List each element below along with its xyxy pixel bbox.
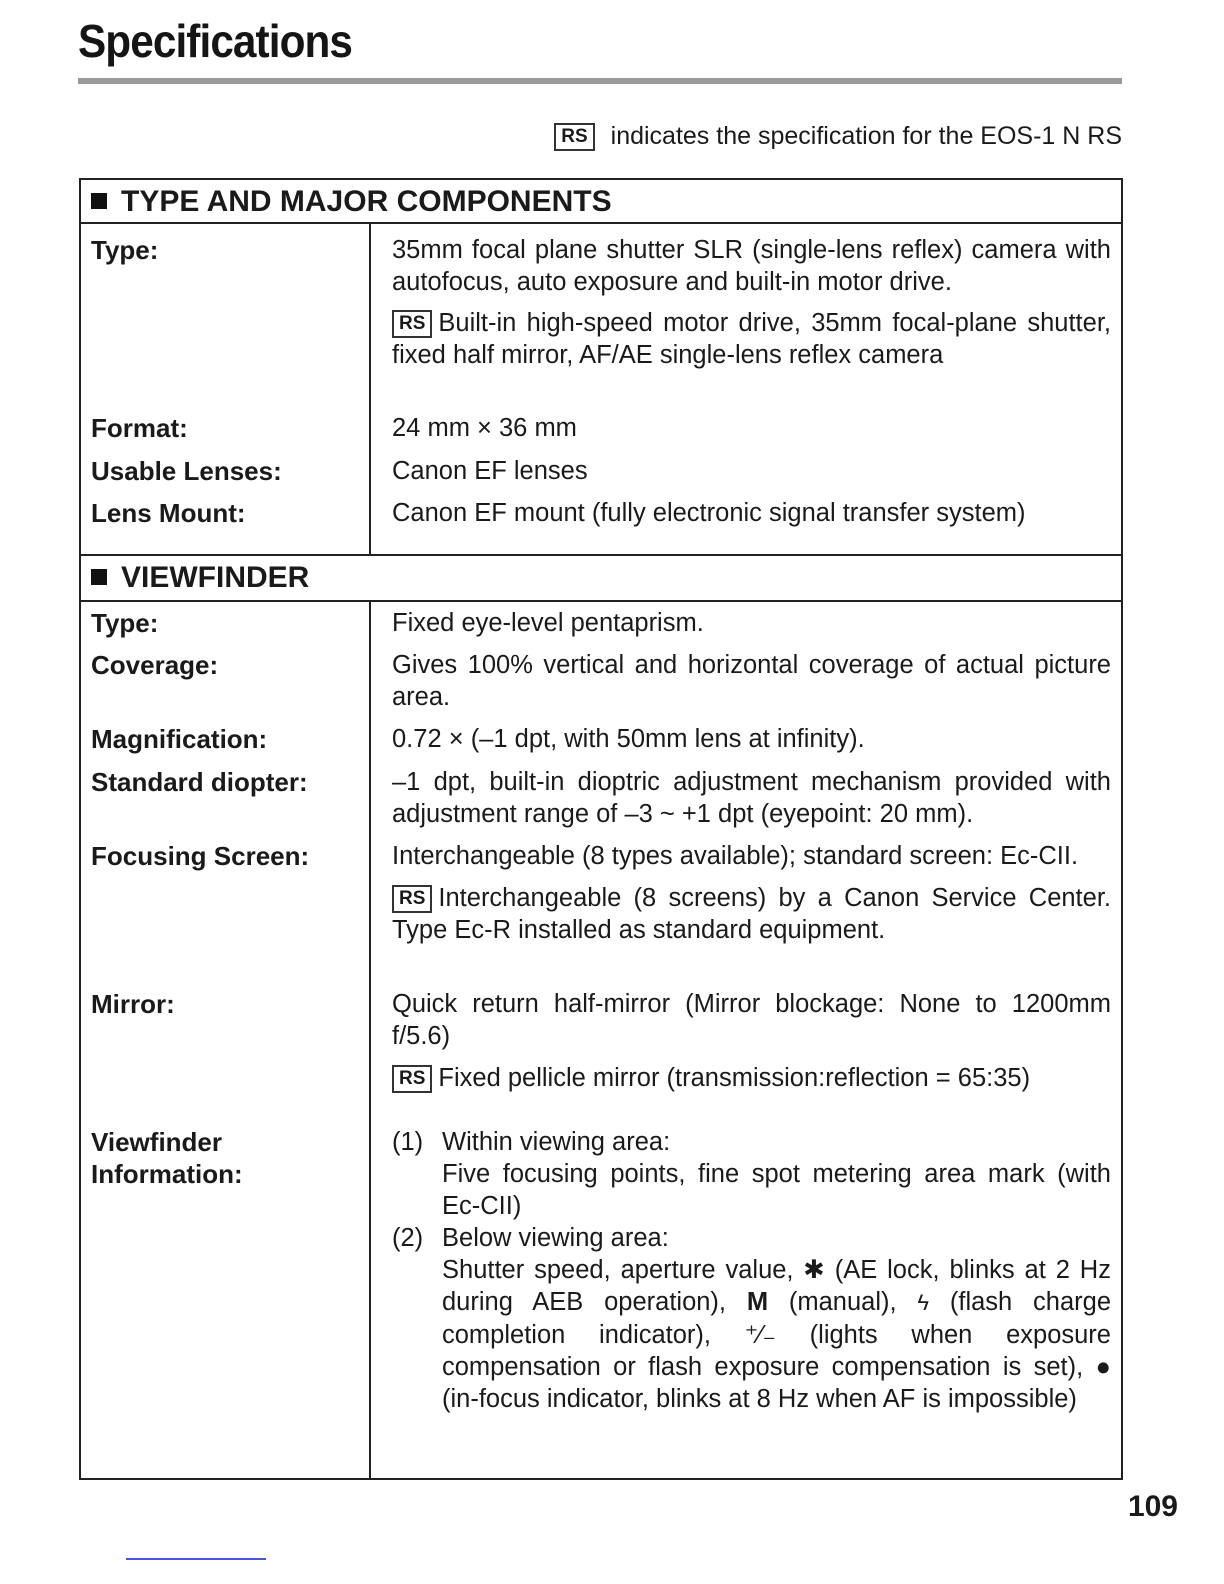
- spec-text: 35mm focal plane shutter SLR (single-lens reflex) camera with autofocus, auto exposure and built-in motor drive.: [392, 236, 1111, 296]
- spec-value-type: [392, 234, 1111, 371]
- spec-value-vf-type: Fixed eye-level pentaprism.: [392, 609, 704, 637]
- rs-badge: RS: [392, 885, 432, 913]
- page-number: 109: [1127, 1490, 1178, 1523]
- column-divider: [369, 602, 371, 1478]
- title-rule: [78, 78, 1122, 84]
- item-number: (1): [392, 1128, 424, 1156]
- spec-text: Quick return half-mirror (Mirror blockage: None to 1200mm f/5.6): [392, 990, 1111, 1050]
- label-line: Viewfinder: [91, 1127, 223, 1157]
- rs-legend-text: indicates the specification for the EOS-1 N RS: [610, 122, 1122, 150]
- rs-legend: [554, 122, 1122, 151]
- square-bullet-icon: [91, 193, 107, 209]
- item-number: (2): [392, 1224, 424, 1252]
- spec-value-focusing-screen: [392, 840, 1111, 946]
- label-line: Information:: [91, 1159, 243, 1189]
- spec-value-format: 24 mm × 36 mm: [392, 414, 577, 442]
- spec-value-standard-diopter: –1 dpt, built-in dioptric adjustment mechanism provided with adjustment range of –3 ~ +1 dpt (eyepoint: 20 mm).: [392, 768, 1111, 828]
- item-text: [442, 1254, 1111, 1415]
- page-title: Specifications: [78, 15, 353, 67]
- item-title: Below viewing area:: [442, 1224, 669, 1252]
- exposure-compensation-icon: ⁺⁄₋: [744, 1321, 776, 1349]
- column-divider: [369, 224, 371, 554]
- rs-badge: RS: [392, 1065, 432, 1093]
- spec-label-usable-lenses: Usable Lenses:: [91, 456, 282, 486]
- spec-value-viewfinder-information: [392, 1126, 1111, 1415]
- item-title: Within viewing area:: [442, 1128, 671, 1156]
- section-heading: VIEWFINDER: [121, 561, 310, 594]
- spec-value-magnification: 0.72 × (–1 dpt, with 50mm lens at infinity).: [392, 725, 865, 753]
- spec-rs-text: Interchangeable (8 screens) by a Canon Service Center. Type Ec-R installed as standard equipment.: [392, 884, 1111, 944]
- spec-label-vf-type: Type:: [91, 608, 159, 638]
- spec-value-lens-mount: Canon EF mount (fully electronic signal transfer system): [392, 499, 1026, 527]
- spec-label-lens-mount: Lens Mount:: [91, 498, 246, 528]
- text-run: (manual),: [788, 1288, 897, 1316]
- item-text: Five focusing points, fine spot metering area mark (with Ec-CII): [442, 1160, 1111, 1220]
- spec-label-viewfinder-information: [91, 1126, 361, 1190]
- text-run: (flash charge completion indicator),: [442, 1288, 1111, 1349]
- rs-badge: RS: [554, 123, 594, 151]
- text-run: Shutter speed, aperture value,: [442, 1256, 794, 1284]
- text-run: (AE lock, blinks at 2 Hz during AEB operation),: [442, 1256, 1111, 1316]
- ae-lock-icon: ✱: [803, 1256, 825, 1284]
- spec-label-magnification: Magnification:: [91, 724, 268, 754]
- rs-badge: RS: [392, 310, 432, 338]
- spec-rs-text: Fixed pellicle mirror (transmission:reflection = 65:35): [438, 1064, 1031, 1092]
- in-focus-dot-icon: ●: [1095, 1353, 1111, 1381]
- spec-label-focusing-screen: Focusing Screen:: [91, 841, 310, 871]
- spec-rs-text: Built-in high-speed motor drive, 35mm focal-plane shutter, fixed half mirror, AF/AE single-lens reflex camera: [392, 309, 1111, 369]
- spec-label-standard-diopter: Standard diopter:: [91, 767, 308, 797]
- spec-label-format: Format:: [91, 413, 188, 443]
- section-header-viewfinder: [81, 554, 1121, 602]
- spec-value-coverage: Gives 100% vertical and horizontal coverage of actual picture area.: [392, 651, 1111, 711]
- spec-label-mirror: Mirror:: [91, 989, 175, 1019]
- spec-value-usable-lenses: Canon EF lenses: [392, 457, 588, 485]
- spec-label-coverage: Coverage:: [91, 650, 219, 680]
- section-heading: TYPE AND MAJOR COMPONENTS: [121, 185, 612, 218]
- manual-mode-icon: M: [746, 1288, 769, 1316]
- text-run: (in-focus indicator, blinks at 8 Hz when AF is impossible): [442, 1385, 1077, 1413]
- spec-table: [79, 178, 1123, 1480]
- spec-value-mirror: [392, 988, 1111, 1094]
- spec-text: Interchangeable (8 types available); standard screen: Ec-CII.: [392, 842, 1079, 870]
- section-header-type-components: [81, 180, 1121, 224]
- square-bullet-icon: [91, 569, 107, 585]
- vf-info-item-2: [392, 1222, 1111, 1415]
- bottom-link-underline: [126, 1558, 266, 1560]
- text-run: (lights when exposure compensation or flash exposure compensation is set),: [442, 1321, 1111, 1381]
- vf-info-item-1: [392, 1126, 1111, 1222]
- spec-label-type: Type:: [91, 235, 159, 265]
- flash-bolt-icon: ϟ: [917, 1290, 930, 1315]
